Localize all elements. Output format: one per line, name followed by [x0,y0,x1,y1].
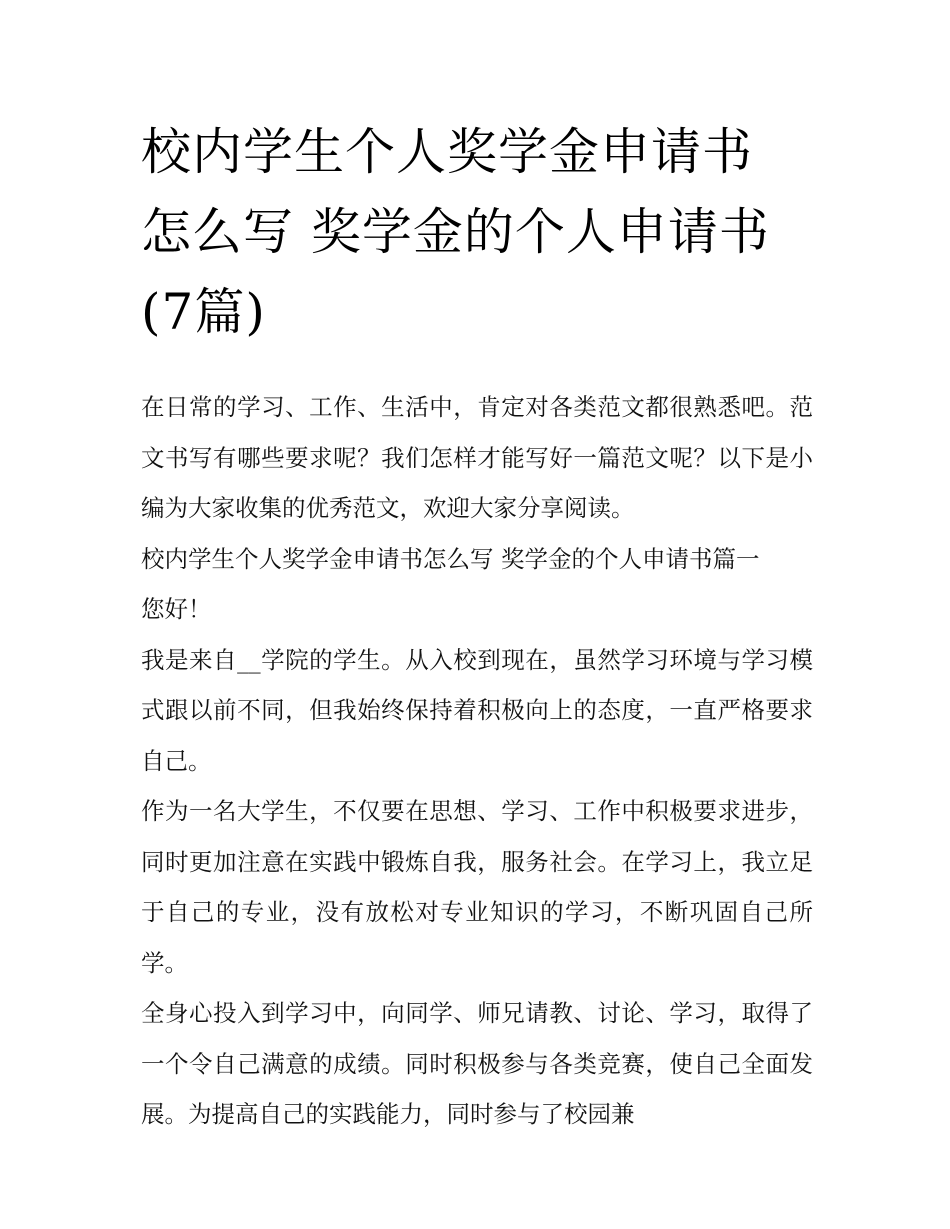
paragraph-achievements: 全身心投入到学习中，向同学、师兄请教、讨论、学习，取得了一个令自己满意的成绩。同时积极参与各类竞赛，使自己全面发展。为提高自己的实践能力，同时参与了校园兼 [141,999,813,1128]
paragraph-study-practice: 作为一名大学生，不仅要在思想、学习、工作中积极要求进步，同时更加注意在实践中锻炼自我，服务社会。在学习上，我立足于自己的专业，没有放松对专业知识的学习，不断巩固自己所学。 [141,797,813,977]
document-content [141,112,821,1140]
document-title: 校内学生个人奖学金申请书怎么写 奖学金的个人申请书(7篇) [141,123,770,341]
document-body [141,382,821,1140]
paragraph-intro: 在日常的学习、工作、生活中，肯定对各类范文都很熟悉吧。范文书写有哪些要求呢？我们怎样才能写好一篇范文呢？以下是小编为大家收集的优秀范文，欢迎大家分享阅读。 [141,393,813,522]
paragraph-self-introduction: 我是来自__学院的学生。从入校到现在，虽然学习环境与学习模式跟以前不同，但我始终保持着积极向上的态度，一直严格要求自己。 [141,645,813,775]
paragraph-section-heading: 校内学生个人奖学金申请书怎么写 奖学金的个人申请书篇一 [141,544,760,573]
paragraph-greeting: 您好！ [141,595,212,623]
